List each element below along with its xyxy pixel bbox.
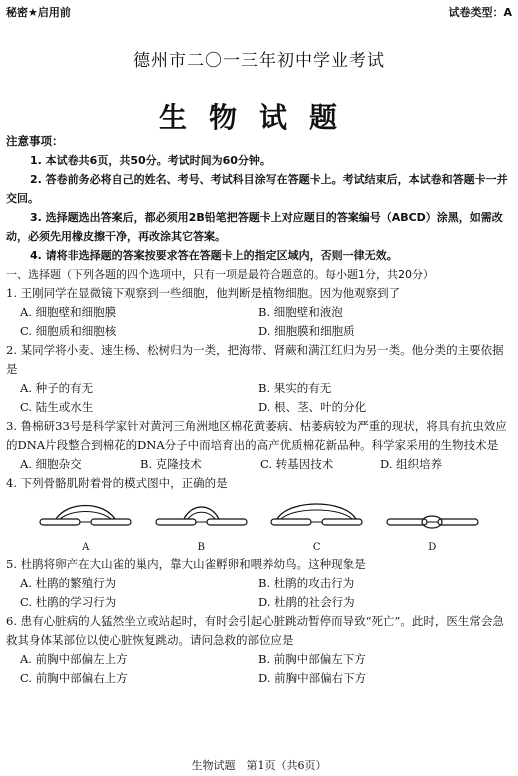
question-options bbox=[6, 574, 512, 612]
note-item: 2. 答卷前务必将自己的姓名、考号、考试科目涂写在答题卡上。考试结束后，本试卷和答题卡一并交回。 bbox=[6, 173, 508, 205]
question-stem: 3. 鲁棉研33号是科学家针对黄河三角洲地区棉花黄萎病、枯萎病较为严重的现状，将具有抗虫效应的DNA片段整合到棉花的DNA分子中而培育出的高产优质棉花新品种。科学家采用的生物技术是 bbox=[6, 419, 507, 452]
question-stem: 2. 某同学将小麦、速生杨、松树归为一类，把海带、肾蕨和满江红归为另一类。他分类的主要依据是 bbox=[6, 343, 504, 376]
question-options bbox=[6, 455, 512, 474]
figure-labels bbox=[6, 541, 512, 555]
question-stem: 6. 患有心脏病的人猛然坐立或站起时，有时会引起心脏跳动暂停而导致“死亡”。此时，医生常会急救其身体某部位以使心脏恢复跳动。请问急救的部位应是 bbox=[6, 614, 504, 647]
option: C. 转基因技术 bbox=[260, 457, 334, 471]
note-item: 4. 请将非选择题的答案按要求答在答题卡上的指定区域内，否则一律无效。 bbox=[30, 249, 398, 262]
option: D. 细胞膜和细胞质 bbox=[258, 324, 355, 338]
option: A. 杜鹃的繁殖行为 bbox=[20, 576, 117, 590]
figure-a bbox=[38, 497, 133, 537]
option: B. 克隆技术 bbox=[140, 457, 202, 471]
option: C. 陆生或水生 bbox=[20, 400, 94, 414]
option: D. 组织培养 bbox=[380, 457, 443, 471]
subject-title: 生物试题 bbox=[158, 101, 359, 134]
question-stem: 4. 下列骨骼肌附着骨的模式图中，正确的是 bbox=[6, 476, 228, 490]
figure-label: A bbox=[82, 542, 90, 553]
figure-c bbox=[269, 497, 364, 537]
option: B. 果实的有无 bbox=[258, 381, 332, 395]
option: D. 杜鹃的社会行为 bbox=[258, 595, 355, 609]
option: A. 前胸中部偏左上方 bbox=[20, 652, 128, 666]
secret-label: 秘密★启用前 bbox=[6, 6, 71, 19]
page-footer: 生物试题 第1页（共6页） bbox=[191, 759, 327, 772]
figure-label: C bbox=[312, 542, 321, 553]
option: B. 前胸中部偏左下方 bbox=[258, 652, 366, 666]
option: A. 细胞壁和细胞膜 bbox=[20, 305, 117, 319]
option: A. 种子的有无 bbox=[20, 381, 94, 395]
option: C. 前胸中部偏右上方 bbox=[20, 671, 128, 685]
question-options bbox=[6, 303, 512, 341]
figure-b bbox=[154, 497, 249, 537]
exam-title: 德州市二〇一三年初中学业考试 bbox=[133, 51, 385, 71]
question-stem: 5. 杜鹃将卵产在大山雀的巢内，靠大山雀孵卵和喂养幼鸟。这种现象是 bbox=[6, 557, 366, 571]
option: B. 杜鹃的攻击行为 bbox=[258, 576, 355, 590]
option: C. 细胞质和细胞核 bbox=[20, 324, 117, 338]
note-item: 3. 选择题选出答案后，都必须用2B铅笔把答题卡上对应题目的答案编号（ABCD）涂黑，如需改动，必须先用橡皮擦干净，再改涂其它答案。 bbox=[6, 211, 503, 243]
option: C. 杜鹃的学习行为 bbox=[20, 595, 117, 609]
figure-label: D bbox=[428, 542, 437, 553]
note-item: 1. 本试卷共6页，共50分。考试时间为60分钟。 bbox=[30, 154, 271, 167]
muscle-bone-figures bbox=[6, 493, 512, 541]
option: D. 根、茎、叶的分化 bbox=[258, 400, 367, 414]
notes-heading: 注意事项： bbox=[6, 134, 64, 148]
figure-d bbox=[385, 497, 480, 537]
figure-label: B bbox=[197, 542, 205, 553]
paper-type-label: 试卷类型：A bbox=[448, 6, 512, 19]
exam-content bbox=[6, 132, 512, 688]
option: A. 细胞杂交 bbox=[20, 457, 82, 471]
question-options bbox=[6, 379, 512, 417]
question-options bbox=[6, 650, 512, 688]
question-stem: 1. 王刚同学在显微镜下观察到一些细胞，他判断是植物细胞。因为他观察到了 bbox=[6, 286, 401, 300]
option: D. 前胸中部偏右下方 bbox=[258, 671, 367, 685]
section-heading: 一、选择题（下列各题的四个选项中，只有一项是最符合题意的。每小题1分，共20分） bbox=[6, 268, 434, 281]
option: B. 细胞壁和液泡 bbox=[258, 305, 343, 319]
